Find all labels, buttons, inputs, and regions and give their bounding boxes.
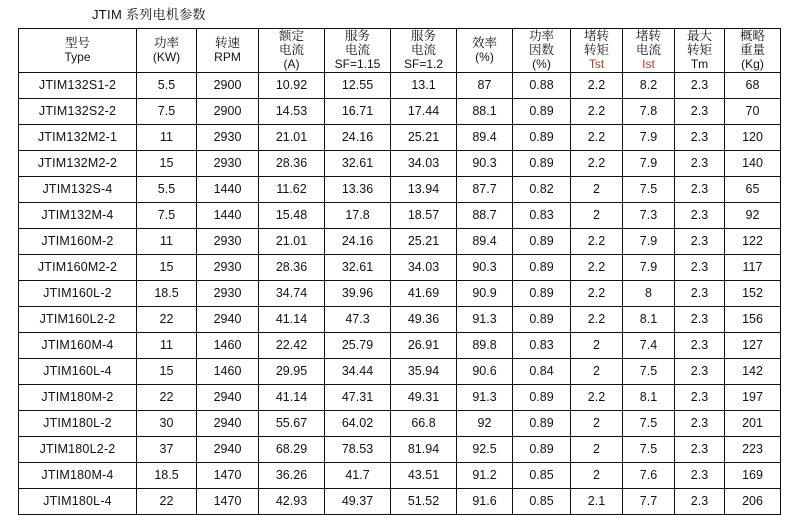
table-cell: 127 [725, 332, 781, 358]
table-cell: 0.85 [513, 488, 571, 514]
table-cell: 0.89 [513, 124, 571, 150]
table-header-row [19, 29, 781, 73]
table-cell: 16.71 [325, 98, 391, 124]
table-cell: 22 [137, 306, 197, 332]
table-row [19, 488, 781, 514]
table-cell: 24.16 [325, 228, 391, 254]
table-cell: 2 [571, 462, 623, 488]
table-cell: 65 [725, 176, 781, 202]
table-cell: 0.88 [513, 72, 571, 98]
table-cell: 7.9 [623, 254, 675, 280]
table-cell: 11 [137, 228, 197, 254]
table-cell: 2 [571, 436, 623, 462]
table-cell: 49.31 [391, 384, 457, 410]
table-cell: 223 [725, 436, 781, 462]
table-cell: 0.89 [513, 150, 571, 176]
table-cell: 2930 [197, 280, 259, 306]
table-cell: 0.89 [513, 228, 571, 254]
table-cell: 15 [137, 150, 197, 176]
table-cell: 43.51 [391, 462, 457, 488]
table-cell: 2940 [197, 306, 259, 332]
table-row [19, 410, 781, 436]
table-cell: 2900 [197, 72, 259, 98]
table-row [19, 436, 781, 462]
table-cell: 7.7 [623, 488, 675, 514]
table-cell: 142 [725, 358, 781, 384]
table-cell: 70 [725, 98, 781, 124]
table-cell: 12.55 [325, 72, 391, 98]
table-cell: 7.5 [623, 436, 675, 462]
table-cell: 7.5 [137, 98, 197, 124]
table-cell: 120 [725, 124, 781, 150]
table-cell: 1470 [197, 462, 259, 488]
table-cell: 10.92 [259, 72, 325, 98]
table-cell: 2.3 [675, 436, 725, 462]
column-header-efficiency: 效率 (%) [457, 29, 513, 73]
column-header-speed: 转速 RPM [197, 29, 259, 73]
table-cell: 15 [137, 358, 197, 384]
table-cell: 2.1 [571, 488, 623, 514]
table-cell: 28.36 [259, 150, 325, 176]
table-cell: 2.2 [571, 280, 623, 306]
cell-model: JTIM132S-4 [19, 176, 137, 202]
table-cell: 7.5 [137, 202, 197, 228]
table-cell: 2.2 [571, 150, 623, 176]
table-cell: 18.5 [137, 462, 197, 488]
table-cell: 2 [571, 332, 623, 358]
table-cell: 2.3 [675, 176, 725, 202]
table-cell: 2.3 [675, 228, 725, 254]
table-cell: 30 [137, 410, 197, 436]
table-row [19, 358, 781, 384]
table-cell: 2930 [197, 254, 259, 280]
cell-model: JTIM160L2-2 [19, 306, 137, 332]
table-cell: 8.2 [623, 72, 675, 98]
table-cell: 13.1 [391, 72, 457, 98]
table-cell: 32.61 [325, 254, 391, 280]
column-header-rated-current: 额定 电流 (A) [259, 29, 325, 73]
table-cell: 2 [571, 202, 623, 228]
cell-model: JTIM180L2-2 [19, 436, 137, 462]
table-cell: 91.2 [457, 462, 513, 488]
table-cell: 14.53 [259, 98, 325, 124]
table-cell: 49.36 [391, 306, 457, 332]
cell-model: JTIM132S2-2 [19, 98, 137, 124]
column-header-max-torque: 最大 转矩 Tm [675, 29, 725, 73]
column-header-locked-rotor-torque: 堵转 转矩 Tst [571, 29, 623, 73]
table-cell: 39.96 [325, 280, 391, 306]
table-row [19, 280, 781, 306]
table-cell: 17.8 [325, 202, 391, 228]
table-row [19, 176, 781, 202]
cell-model: JTIM132M2-1 [19, 124, 137, 150]
table-cell: 11 [137, 332, 197, 358]
table-cell: 197 [725, 384, 781, 410]
table-cell: 87 [457, 72, 513, 98]
table-row [19, 332, 781, 358]
table-cell: 41.69 [391, 280, 457, 306]
table-cell: 21.01 [259, 124, 325, 150]
table-row [19, 124, 781, 150]
table-row [19, 150, 781, 176]
table-cell: 7.9 [623, 124, 675, 150]
table-row [19, 254, 781, 280]
table-cell: 7.3 [623, 202, 675, 228]
table-cell: 11 [137, 124, 197, 150]
table-cell: 152 [725, 280, 781, 306]
table-cell: 89.8 [457, 332, 513, 358]
table-cell: 8.1 [623, 384, 675, 410]
table-cell: 28.36 [259, 254, 325, 280]
table-cell: 90.3 [457, 254, 513, 280]
table-cell: 2.3 [675, 280, 725, 306]
table-cell: 91.6 [457, 488, 513, 514]
table-cell: 91.3 [457, 306, 513, 332]
table-row [19, 228, 781, 254]
column-header-service-current-sf12: 服务 电流 SF=1.2 [391, 29, 457, 73]
table-cell: 2.3 [675, 384, 725, 410]
table-cell: 117 [725, 254, 781, 280]
table-cell: 5.5 [137, 72, 197, 98]
table-cell: 22 [137, 488, 197, 514]
table-cell: 0.82 [513, 176, 571, 202]
table-cell: 13.36 [325, 176, 391, 202]
table-cell: 2.3 [675, 202, 725, 228]
table-cell: 90.9 [457, 280, 513, 306]
table-cell: 7.4 [623, 332, 675, 358]
table-cell: 17.44 [391, 98, 457, 124]
table-cell: 1470 [197, 488, 259, 514]
column-header-model: 型号 Type [19, 29, 137, 73]
table-cell: 34.74 [259, 280, 325, 306]
table-cell: 2940 [197, 436, 259, 462]
table-row [19, 98, 781, 124]
cell-model: JTIM132M-4 [19, 202, 137, 228]
table-cell: 78.53 [325, 436, 391, 462]
table-cell: 1460 [197, 332, 259, 358]
table-cell: 41.14 [259, 384, 325, 410]
table-cell: 41.7 [325, 462, 391, 488]
table-cell: 13.94 [391, 176, 457, 202]
table-cell: 26.91 [391, 332, 457, 358]
table-cell: 2.2 [571, 254, 623, 280]
table-cell: 0.89 [513, 384, 571, 410]
table-cell: 0.89 [513, 98, 571, 124]
table-cell: 0.89 [513, 436, 571, 462]
table-cell: 25.21 [391, 228, 457, 254]
table-cell: 2.2 [571, 306, 623, 332]
table-cell: 2 [571, 358, 623, 384]
table-cell: 15.48 [259, 202, 325, 228]
table-cell: 2 [571, 176, 623, 202]
table-cell: 2940 [197, 384, 259, 410]
table-cell: 1440 [197, 202, 259, 228]
table-cell: 22.42 [259, 332, 325, 358]
cell-model: JTIM132M2-2 [19, 150, 137, 176]
table-cell: 7.8 [623, 98, 675, 124]
column-header-weight: 概略 重量 (Kg) [725, 29, 781, 73]
table-cell: 2.2 [571, 72, 623, 98]
table-cell: 90.3 [457, 150, 513, 176]
table-cell: 34.44 [325, 358, 391, 384]
table-cell: 34.03 [391, 150, 457, 176]
table-cell: 18.57 [391, 202, 457, 228]
table-row [19, 384, 781, 410]
table-cell: 2930 [197, 124, 259, 150]
table-cell: 2.3 [675, 72, 725, 98]
table-cell: 201 [725, 410, 781, 436]
table-cell: 0.89 [513, 306, 571, 332]
table-cell: 88.7 [457, 202, 513, 228]
table-cell: 66.8 [391, 410, 457, 436]
cell-model: JTIM160M-2 [19, 228, 137, 254]
table-cell: 37 [137, 436, 197, 462]
table-cell: 68 [725, 72, 781, 98]
table-cell: 2930 [197, 150, 259, 176]
table-cell: 2.3 [675, 332, 725, 358]
table-cell: 0.83 [513, 202, 571, 228]
table-cell: 87.7 [457, 176, 513, 202]
column-header-locked-rotor-current: 堵转 电流 Ist [623, 29, 675, 73]
table-cell: 91.3 [457, 384, 513, 410]
table-cell: 7.5 [623, 410, 675, 436]
table-cell: 24.16 [325, 124, 391, 150]
table-cell: 2.2 [571, 384, 623, 410]
column-header-power: 功率 (KW) [137, 29, 197, 73]
table-cell: 21.01 [259, 228, 325, 254]
cell-model: JTIM180L-2 [19, 410, 137, 436]
table-row [19, 462, 781, 488]
table-cell: 2.2 [571, 98, 623, 124]
table-cell: 122 [725, 228, 781, 254]
table-cell: 92.5 [457, 436, 513, 462]
table-cell: 2940 [197, 410, 259, 436]
table-cell: 89.4 [457, 124, 513, 150]
table-cell: 7.5 [623, 176, 675, 202]
table-cell: 47.3 [325, 306, 391, 332]
table-cell: 2.3 [675, 124, 725, 150]
table-cell: 0.89 [513, 254, 571, 280]
table-cell: 2.3 [675, 98, 725, 124]
table-cell: 2.3 [675, 306, 725, 332]
table-cell: 32.61 [325, 150, 391, 176]
table-cell: 2.3 [675, 462, 725, 488]
table-cell: 7.6 [623, 462, 675, 488]
table-cell: 8.1 [623, 306, 675, 332]
table-cell: 47.31 [325, 384, 391, 410]
table-cell: 2930 [197, 228, 259, 254]
table-cell: 55.67 [259, 410, 325, 436]
table-cell: 68.29 [259, 436, 325, 462]
table-row [19, 72, 781, 98]
table-cell: 2.2 [571, 228, 623, 254]
table-cell: 92 [725, 202, 781, 228]
cell-model: JTIM180M-4 [19, 462, 137, 488]
table-cell: 2.3 [675, 410, 725, 436]
table-cell: 15 [137, 254, 197, 280]
cell-model: JTIM180L-4 [19, 488, 137, 514]
table-cell: 89.4 [457, 228, 513, 254]
table-cell: 8 [623, 280, 675, 306]
table-cell: 41.14 [259, 306, 325, 332]
table-cell: 92 [457, 410, 513, 436]
cell-model: JTIM160L-4 [19, 358, 137, 384]
table-cell: 22 [137, 384, 197, 410]
cell-model: JTIM160M2-2 [19, 254, 137, 280]
table-cell: 7.9 [623, 150, 675, 176]
table-cell: 25.79 [325, 332, 391, 358]
cell-model: JTIM132S1-2 [19, 72, 137, 98]
table-cell: 140 [725, 150, 781, 176]
table-cell: 36.26 [259, 462, 325, 488]
table-cell: 0.85 [513, 462, 571, 488]
table-cell: 0.89 [513, 280, 571, 306]
table-cell: 7.9 [623, 228, 675, 254]
column-header-service-current-sf115: 服务 电流 SF=1.15 [325, 29, 391, 73]
table-cell: 81.94 [391, 436, 457, 462]
table-cell: 2 [571, 410, 623, 436]
table-body [19, 72, 781, 514]
table-cell: 29.95 [259, 358, 325, 384]
cell-model: JTIM160M-4 [19, 332, 137, 358]
cell-model: JTIM160L-2 [19, 280, 137, 306]
table-cell: 90.6 [457, 358, 513, 384]
table-cell: 35.94 [391, 358, 457, 384]
table-row [19, 202, 781, 228]
table-cell: 2900 [197, 98, 259, 124]
cell-model: JTIM180M-2 [19, 384, 137, 410]
motor-parameters-table [18, 28, 781, 515]
table-cell: 34.03 [391, 254, 457, 280]
table-cell: 1460 [197, 358, 259, 384]
page-title: JTIM 系列电机参数 [92, 7, 206, 22]
table-cell: 206 [725, 488, 781, 514]
table-cell: 0.84 [513, 358, 571, 384]
table-cell: 1440 [197, 176, 259, 202]
table-cell: 2.3 [675, 254, 725, 280]
table-cell: 42.93 [259, 488, 325, 514]
table-cell: 11.62 [259, 176, 325, 202]
table-cell: 51.52 [391, 488, 457, 514]
table-cell: 156 [725, 306, 781, 332]
table-cell: 0.89 [513, 410, 571, 436]
table-cell: 88.1 [457, 98, 513, 124]
table-cell: 18.5 [137, 280, 197, 306]
table-cell: 5.5 [137, 176, 197, 202]
table-cell: 169 [725, 462, 781, 488]
table-cell: 64.02 [325, 410, 391, 436]
table-cell: 2.3 [675, 488, 725, 514]
table-row [19, 306, 781, 332]
table-cell: 2.3 [675, 150, 725, 176]
column-header-power-factor: 功率 因数 (%) [513, 29, 571, 73]
table-cell: 7.5 [623, 358, 675, 384]
table-cell: 2.3 [675, 358, 725, 384]
table-cell: 25.21 [391, 124, 457, 150]
table-cell: 0.83 [513, 332, 571, 358]
table-cell: 49.37 [325, 488, 391, 514]
table-cell: 2.2 [571, 124, 623, 150]
